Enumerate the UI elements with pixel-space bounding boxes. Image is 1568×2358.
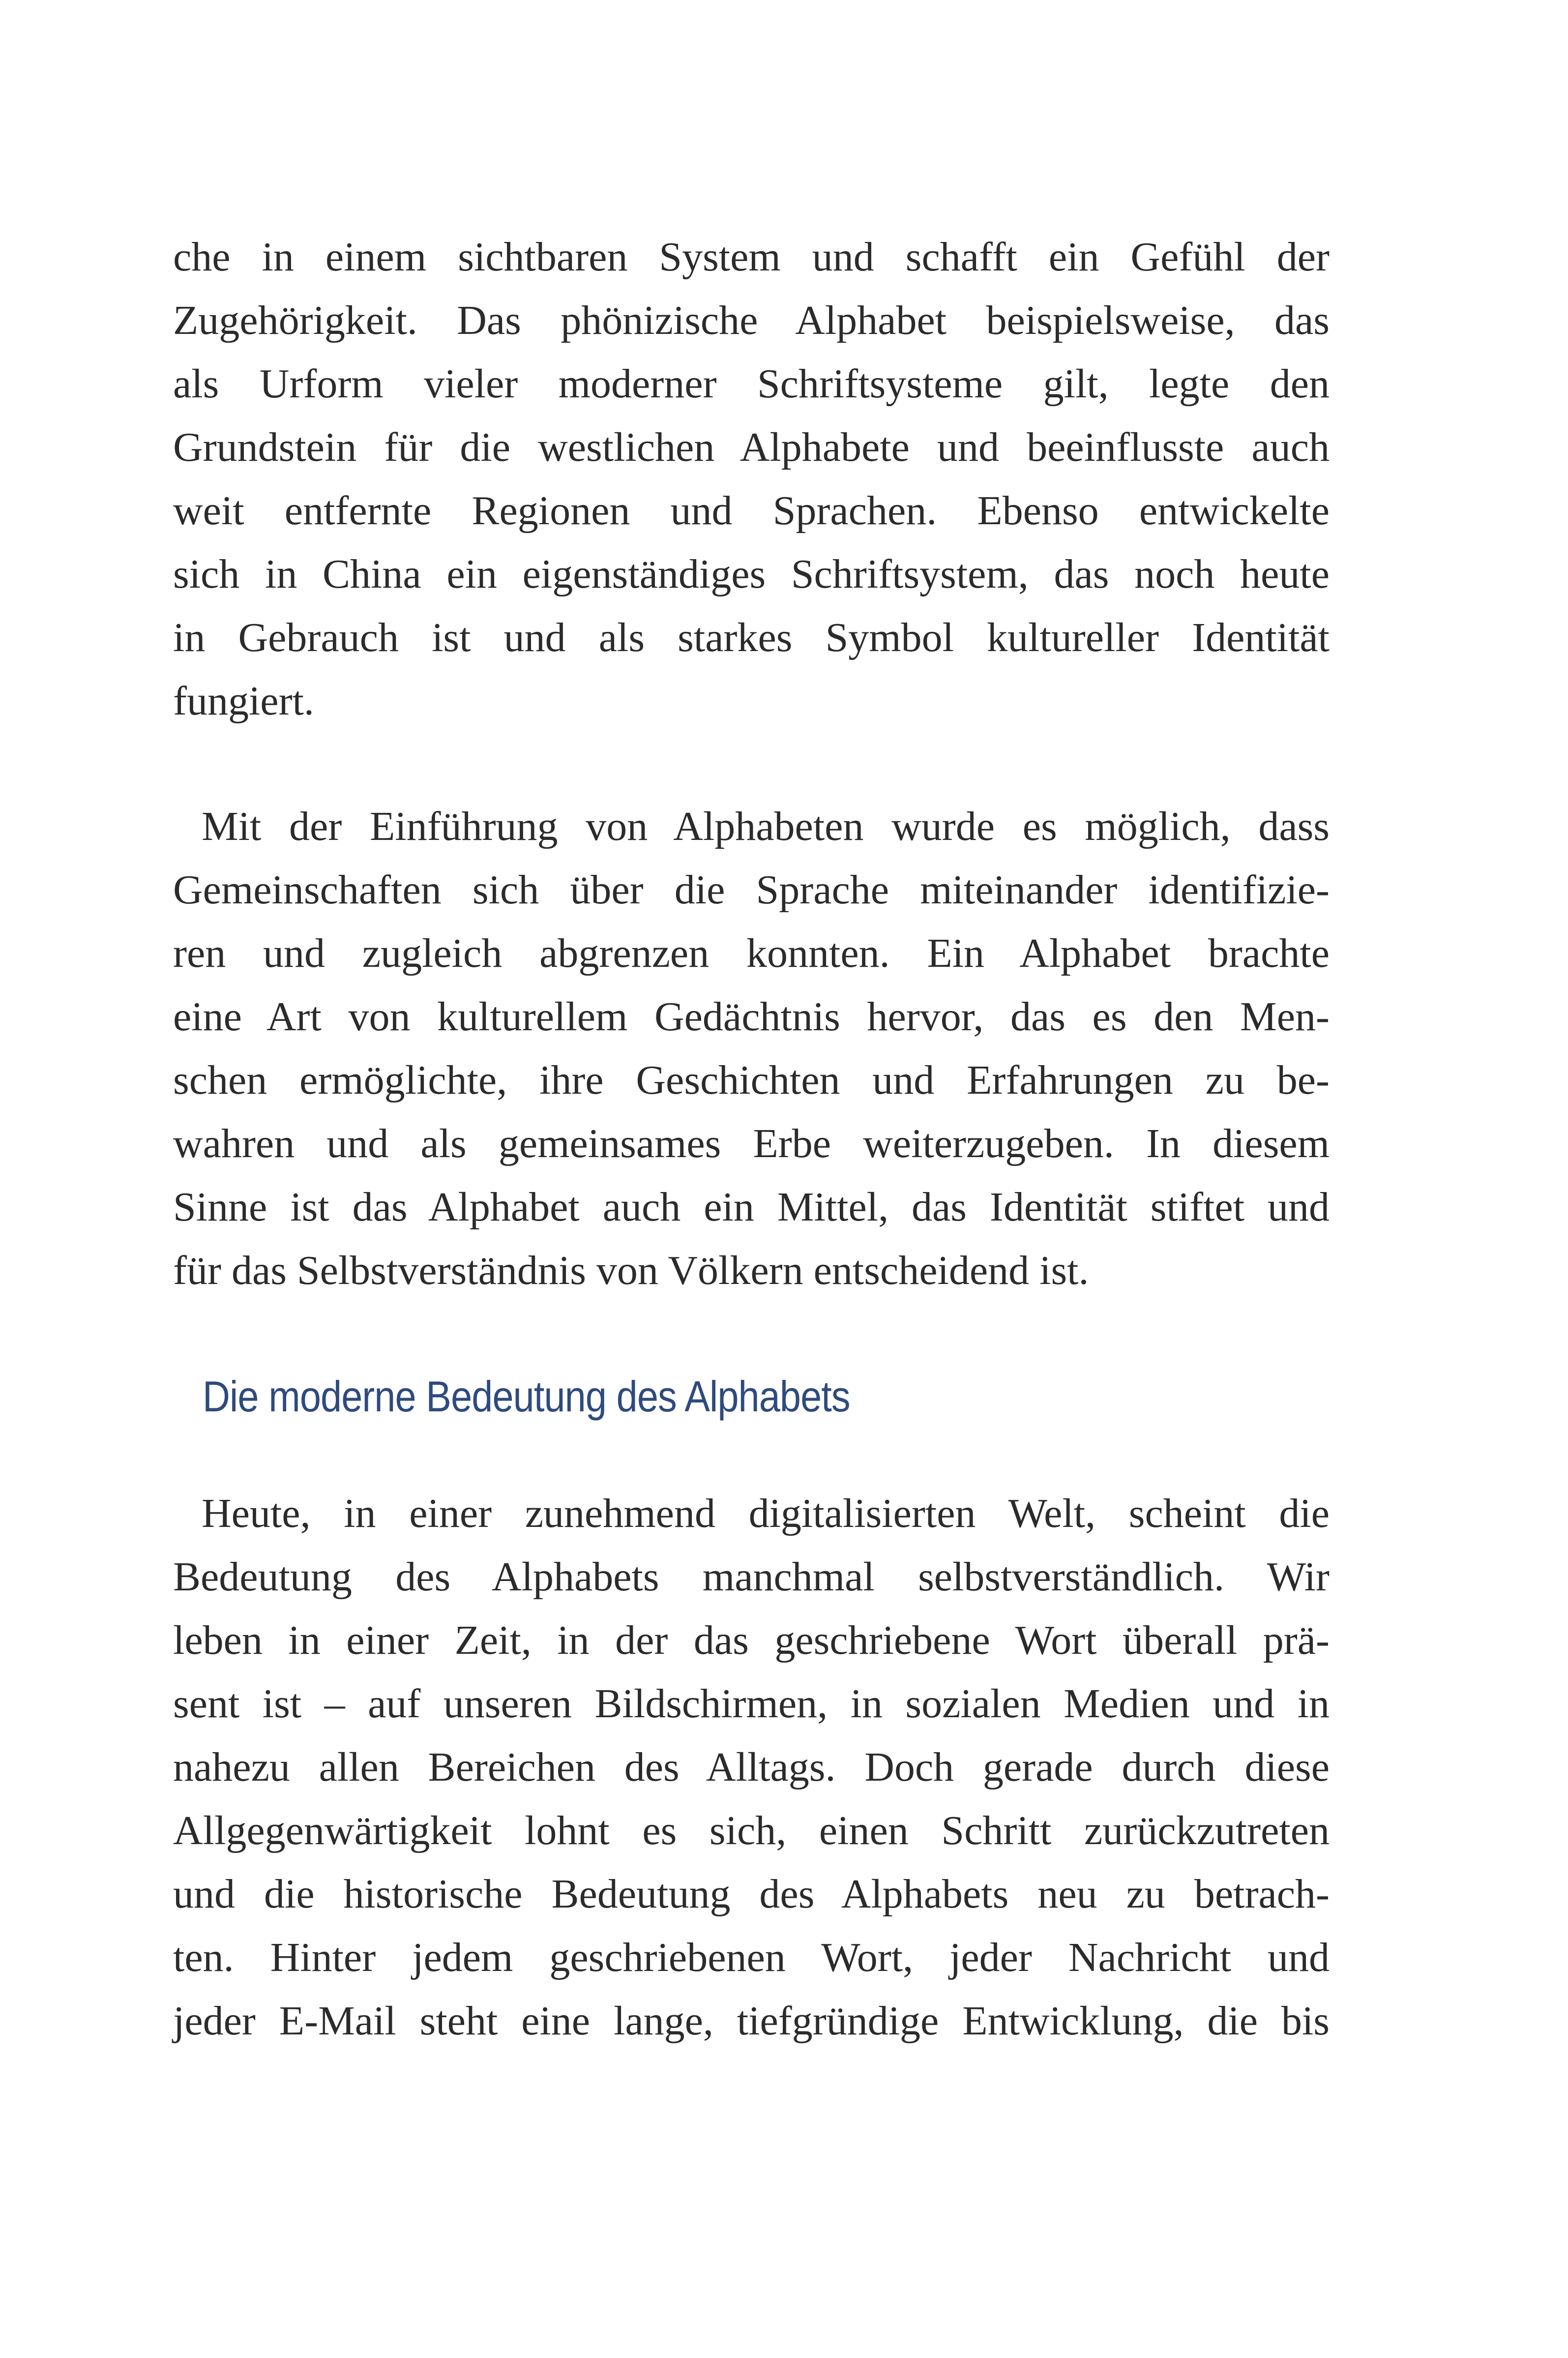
text-line: wahren und als gemeinsames Erbe weiterzugeben. In diesem (173, 1121, 1330, 1166)
text-line: Bedeutung des Alphabets manchmal selbstverständlich. Wir (173, 1554, 1330, 1600)
text-line: schen ermöglichte, ihre Geschichten und Erfahrungen zu be- (173, 1057, 1330, 1103)
paragraph-modern-meaning (173, 1482, 1330, 2053)
paragraph-continuation (173, 225, 1330, 733)
text-line: ren und zugleich abgrenzen konnten. Ein Alphabet brachte (173, 930, 1330, 976)
text-line: in Gebrauch ist und als starkes Symbol kultureller Identität (173, 615, 1330, 660)
text-line: ten. Hinter jedem geschriebenen Wort, jeder Nachricht und (173, 1935, 1330, 1980)
text-line: Mit der Einführung von Alphabeten wurde es möglich, dass (202, 804, 1330, 849)
text-line: weit entfernte Regionen und Sprachen. Ebenso entwickelte (173, 488, 1330, 534)
text-line: fungiert. (173, 678, 314, 724)
text-line: eine Art von kulturellem Gedächtnis hervor, das es den Men- (173, 994, 1330, 1040)
text-line: sent ist – auf unseren Bildschirmen, in sozialen Medien und in (173, 1681, 1330, 1727)
text-line: che in einem sichtbaren System und schafft ein Gefühl der (173, 234, 1330, 280)
paragraph-alphabet-identity (173, 795, 1330, 1302)
text-line: leben in einer Zeit, in der das geschriebene Wort überall prä- (173, 1617, 1330, 1663)
text-line: für das Selbstverständnis von Völkern entscheidend ist. (173, 1248, 1089, 1293)
text-line: Zugehörigkeit. Das phönizische Alphabet beispielsweise, das (173, 298, 1330, 343)
text-line: nahezu allen Bereichen des Alltags. Doch gerade durch diese (173, 1744, 1330, 1790)
text-line: als Urform vieler moderner Schriftsysteme gilt, legte den (173, 361, 1330, 407)
text-line: jeder E-Mail steht eine lange, tiefgründige Entwicklung, die bis (173, 1998, 1330, 2044)
text-line: sich in China ein eigenständiges Schriftsystem, das noch heute (173, 551, 1330, 597)
text-line: Heute, in einer zunehmend digitalisierten Welt, scheint die (202, 1491, 1330, 1536)
text-line: Gemeinschaften sich über die Sprache miteinander identifizie- (173, 867, 1330, 913)
text-line: Grundstein für die westlichen Alphabete und beeinflusste auch (173, 424, 1330, 470)
text-line: Sinne ist das Alphabet auch ein Mittel, das Identität stiftet und (173, 1184, 1330, 1230)
text-line: Allgegenwärtigkeit lohnt es sich, einen Schritt zurückzutreten (173, 1808, 1330, 1853)
section-heading: Die moderne Bedeutung des Alphabets (203, 1372, 850, 1421)
text-line: und die historische Bedeutung des Alphabets neu zu betrach- (173, 1871, 1330, 1917)
